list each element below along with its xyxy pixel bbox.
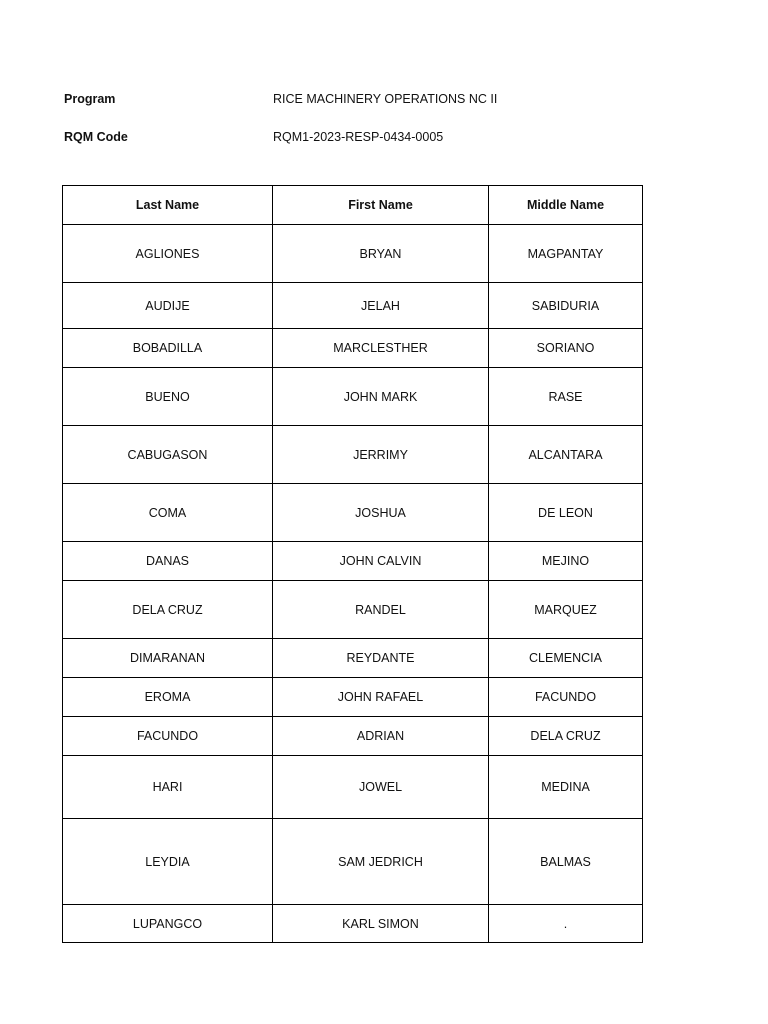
- last-name-cell: AUDIJE: [63, 283, 273, 329]
- table-header-row: [63, 186, 643, 225]
- first-name-cell: JOSHUA: [273, 484, 489, 542]
- table-row: [63, 283, 643, 329]
- first-name-cell: JERRIMY: [273, 426, 489, 484]
- first-name-cell: JOHN MARK: [273, 368, 489, 426]
- middle-name-cell: RASE: [489, 368, 643, 426]
- last-name-cell: COMA: [63, 484, 273, 542]
- first-name-cell: SAM JEDRICH: [273, 819, 489, 905]
- program-label: Program: [64, 92, 116, 106]
- middle-name-cell: BALMAS: [489, 819, 643, 905]
- first-name-cell: JOHN CALVIN: [273, 542, 489, 581]
- last-name-cell: EROMA: [63, 678, 273, 717]
- rqm-code-value: RQM1-2023-RESP-0434-0005: [273, 130, 444, 144]
- first-name-cell: RANDEL: [273, 581, 489, 639]
- first-name-cell: BRYAN: [273, 225, 489, 283]
- last-name-cell: HARI: [63, 756, 273, 819]
- middle-name-cell: MARQUEZ: [489, 581, 643, 639]
- last-name-cell: DIMARANAN: [63, 639, 273, 678]
- last-name-cell: BOBADILLA: [63, 329, 273, 368]
- last-name-cell: DANAS: [63, 542, 273, 581]
- middle-name-cell: FACUNDO: [489, 678, 643, 717]
- last-name-cell: DELA CRUZ: [63, 581, 273, 639]
- table-row: [63, 368, 643, 426]
- table-row: [63, 756, 643, 819]
- first-name-cell: MARCLESTHER: [273, 329, 489, 368]
- last-name-cell: AGLIONES: [63, 225, 273, 283]
- table-row: [63, 329, 643, 368]
- table-row: [63, 717, 643, 756]
- first-name-cell: REYDANTE: [273, 639, 489, 678]
- last-name-cell: CABUGASON: [63, 426, 273, 484]
- column-header-middle-name: Middle Name: [489, 186, 643, 225]
- middle-name-cell: MAGPANTAY: [489, 225, 643, 283]
- table-row: [63, 678, 643, 717]
- middle-name-cell: SABIDURIA: [489, 283, 643, 329]
- last-name-cell: LEYDIA: [63, 819, 273, 905]
- middle-name-cell: DELA CRUZ: [489, 717, 643, 756]
- table-row: [63, 639, 643, 678]
- table-row: [63, 905, 643, 943]
- middle-name-cell: MEDINA: [489, 756, 643, 819]
- table-row: [63, 484, 643, 542]
- middle-name-cell: DE LEON: [489, 484, 643, 542]
- first-name-cell: JOHN RAFAEL: [273, 678, 489, 717]
- last-name-cell: LUPANGCO: [63, 905, 273, 943]
- table-row: [63, 426, 643, 484]
- table-row: [63, 542, 643, 581]
- first-name-cell: JOWEL: [273, 756, 489, 819]
- first-name-cell: ADRIAN: [273, 717, 489, 756]
- middle-name-cell: ALCANTARA: [489, 426, 643, 484]
- middle-name-cell: SORIANO: [489, 329, 643, 368]
- trainee-roster-table: [62, 185, 643, 943]
- middle-name-cell: MEJINO: [489, 542, 643, 581]
- table-row: [63, 581, 643, 639]
- column-header-first-name: First Name: [273, 186, 489, 225]
- first-name-cell: JELAH: [273, 283, 489, 329]
- rqm-code-label: RQM Code: [64, 130, 128, 144]
- program-value: RICE MACHINERY OPERATIONS NC II: [273, 92, 498, 106]
- middle-name-cell: CLEMENCIA: [489, 639, 643, 678]
- table-row: [63, 225, 643, 283]
- last-name-cell: FACUNDO: [63, 717, 273, 756]
- column-header-last-name: Last Name: [63, 186, 273, 225]
- middle-name-cell: .: [489, 905, 643, 943]
- table-row: [63, 819, 643, 905]
- last-name-cell: BUENO: [63, 368, 273, 426]
- first-name-cell: KARL SIMON: [273, 905, 489, 943]
